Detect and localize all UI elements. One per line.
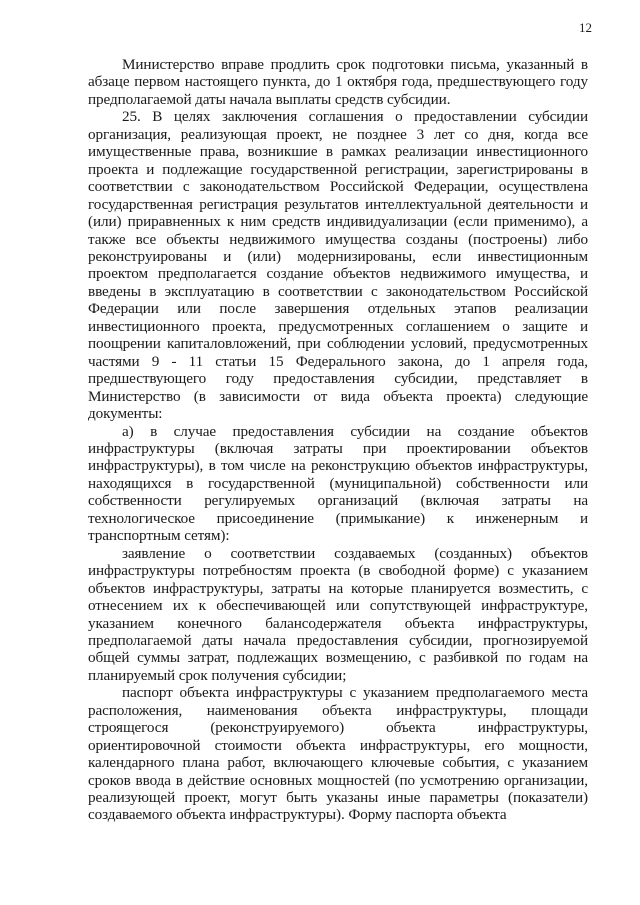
document-body xyxy=(88,56,588,824)
paragraph-application: заявление о соответствии создаваемых (созданных) объектов инфраструктуры потребностям проекта (в свободной форме) с указанием объектов инфраструктуры, затраты на которые планируется возместить, с отнесением их к обеспечивающей или сопутствующей инфраструктуре, указанием конечного балансодержателя объекта инфраструктуры, предполагаемой даты начала предоставления субсидии, прогнозируемой общей суммы затрат, подлежащих возмещению, с разбивкой по годам на планируемый срок получения субсидии; xyxy=(88,544,588,684)
paragraph-clause-25: 25. В целях заключения соглашения о предоставлении субсидии организация, реализующая проект, не позднее 3 лет со дня, когда все имущественные права, возникшие в рамках реализации инвестиционного проекта и подлежащие государственной регистрации, зарегистрированы в соответствии с законодательством Российской Федерации, осуществлена государственная регистрация результатов интеллектуальной деятельности и (или) приравненных к ним средств индивидуализации (если применимо), а также все объекты недвижимого имущества созданы (построены) либо реконструированы и (или) модернизированы, если инвестиционным проектом предполагается создание объектов недвижимого имущества, и введены в эксплуатацию в соответствии с законодательством Российской Федерации или после завершения отдельных этапов реализации инвестиционного проекта, предусмотренных соглашением о защите и поощрении капиталовложений, при соблюдении условий, предусмотренных частями 9 - 11 статьи 15 Федерального закона, до 1 апреля года, предшествующего году предоставления субсидии, представляет в Министерство (в зависимости от вида объекта проекта) следующие документы: xyxy=(88,108,588,423)
paragraph-extension-deadline: Министерство вправе продлить срок подготовки письма, указанный в абзаце первом настоящего пункта, до 1 октября года, предшествующего году предполагаемой даты начала выплаты средств субсидии. xyxy=(88,56,588,108)
paragraph-subclause-a: а) в случае предоставления субсидии на создание объектов инфраструктуры (включая затраты при проектировании объектов инфраструктуры), в том числе на реконструкцию объектов инфраструктуры, находящихся в государственной (муниципальной) собственности или собственности регулируемых организаций (включая затраты на технологическое присоединение (примыкание) к инженерным и транспортным сетям): xyxy=(88,422,588,545)
paragraph-infrastructure-passport: паспорт объекта инфраструктуры с указанием предполагаемого места расположения, наименования объекта инфраструктуры, площади строящегося (реконструируемого) объекта инфраструктуры, ориентировочной стоимости объекта инфраструктуры, его мощности, календарного плана работ, включающего ключевые события, с указанием сроков ввода в действие основных мощностей (по усмотрению организации, реализующей проект, могут быть указаны иные параметры (показатели) создаваемого объекта инфраструктуры). Форму паспорта объекта xyxy=(88,684,588,824)
page-number: 12 xyxy=(579,20,592,35)
